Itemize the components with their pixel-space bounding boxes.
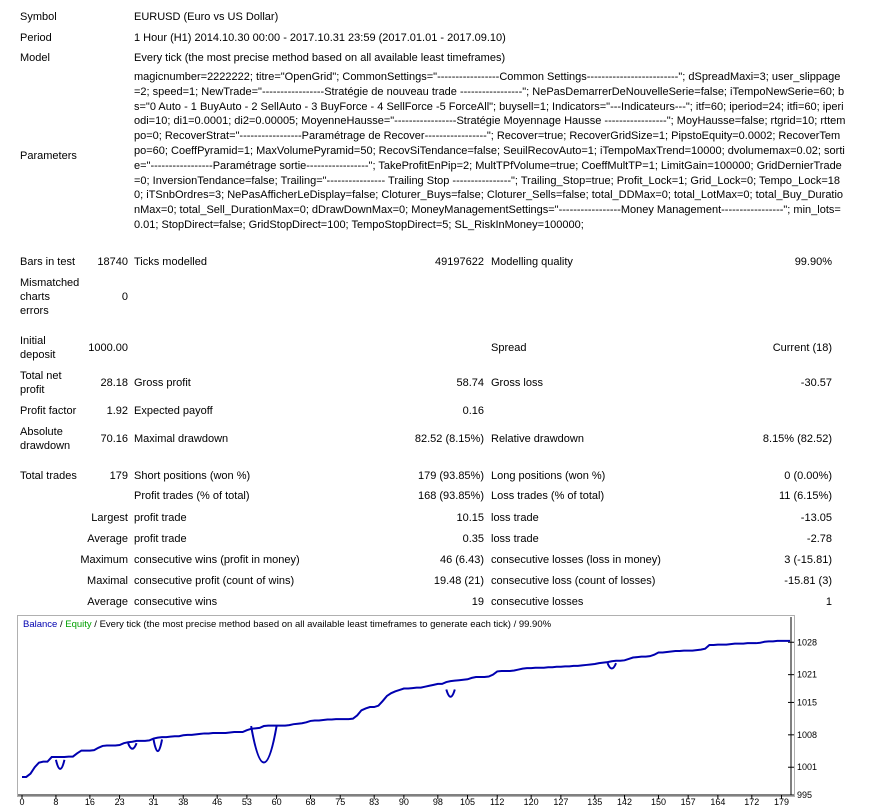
- short-positions-label: Short positions (won %): [134, 470, 251, 482]
- balance-dip: [154, 739, 162, 751]
- avg-cons-wins-label: consecutive wins: [134, 596, 218, 608]
- largest-label: Largest: [91, 512, 128, 524]
- maximal-label: Maximal: [87, 575, 128, 587]
- x-tick-label: 120: [523, 797, 539, 807]
- average-loss-trade-value: -2.78: [806, 533, 832, 545]
- x-tick-label: 179: [773, 797, 790, 807]
- maximum-label: Maximum: [80, 554, 128, 566]
- relative-drawdown-value: 8.15% (82.52): [762, 433, 832, 445]
- x-tick-label: 68: [305, 797, 316, 807]
- x-tick-label: 8: [53, 797, 59, 807]
- maximal-drawdown-value: 82.52 (8.15%): [414, 433, 484, 445]
- legend-equity: Equity: [65, 619, 92, 630]
- average-profit-trade-value: 0.35: [462, 533, 484, 545]
- bars-in-test-label: Bars in test: [20, 256, 76, 268]
- x-tick-label: 164: [710, 797, 726, 807]
- y-tick-label: 1021: [797, 669, 818, 680]
- largest-profit-trade-label: profit trade: [134, 512, 187, 524]
- y-tick-label: 1001: [797, 762, 818, 773]
- absolute-drawdown-value: 70.16: [100, 433, 128, 445]
- average-loss-trade-label: loss trade: [491, 533, 539, 545]
- mismatched-label-1: Mismatched: [20, 277, 80, 289]
- largest-profit-trade-value: 10.15: [456, 512, 484, 524]
- y-tick-label: 995: [797, 790, 813, 800]
- avg-cons-losses-value: 1: [825, 596, 832, 608]
- balance-dip: [251, 726, 276, 762]
- x-tick-label: 98: [432, 797, 443, 807]
- maximal-cons-profit-label: consecutive profit (count of wins): [134, 575, 295, 587]
- gross-loss-label: Gross loss: [491, 377, 543, 389]
- expected-payoff-label: Expected payoff: [134, 405, 213, 417]
- maximal-cons-loss-label: consecutive loss (count of losses): [491, 575, 656, 587]
- long-positions-value: 0 (0.00%): [784, 470, 832, 482]
- mismatched-value: 0: [121, 291, 128, 303]
- x-tick-label: 23: [114, 797, 125, 807]
- x-tick-label: 172: [744, 797, 760, 807]
- avg-cons-wins-value: 19: [471, 596, 484, 608]
- x-tick-label: 31: [148, 797, 159, 807]
- total-net-profit-value: 28.18: [100, 377, 128, 389]
- average-cons-label: Average: [87, 596, 128, 608]
- max-cons-losses-label: consecutive losses (loss in money): [491, 554, 661, 566]
- legend-description: / Every tick (the most precise method based on all available least timeframes to generate each tick) / 99.90%: [91, 619, 552, 630]
- spread-value: Current (18): [772, 342, 832, 354]
- balance-dip: [128, 743, 136, 749]
- ticks-modelled-label: Ticks modelled: [134, 256, 207, 268]
- profit-factor-label: Profit factor: [20, 405, 77, 417]
- mismatched-label-2: charts: [20, 291, 50, 303]
- max-cons-wins-value: 46 (6.43): [439, 554, 484, 566]
- modelling-quality-value: 99.90%: [794, 256, 832, 268]
- x-tick-label: 75: [335, 797, 346, 807]
- chart-legend: [23, 619, 551, 630]
- balance-dip: [608, 663, 616, 668]
- period-label: Period: [20, 32, 52, 44]
- absolute-drawdown-label-1: Absolute: [20, 426, 63, 438]
- x-tick-label: 150: [650, 797, 666, 807]
- balance-dip: [56, 760, 64, 769]
- x-tick-label: 46: [212, 797, 223, 807]
- y-tick-label: 1015: [797, 697, 818, 708]
- x-tick-label: 112: [490, 797, 505, 807]
- absolute-drawdown-label-2: drawdown: [20, 440, 71, 452]
- max-cons-wins-label: consecutive wins (profit in money): [134, 554, 300, 566]
- period-value: 1 Hour (H1) 2014.10.30 00:00 - 2017.10.31 23:59 (2017.01.01 - 2017.09.10): [134, 32, 506, 44]
- initial-deposit-value: 1000.00: [88, 342, 128, 354]
- x-tick-label: 135: [587, 797, 603, 807]
- bars-in-test-value: 18740: [97, 256, 128, 268]
- x-tick-label: 53: [241, 797, 252, 807]
- modelling-quality-label: Modelling quality: [491, 256, 573, 268]
- gross-profit-label: Gross profit: [134, 377, 191, 389]
- mismatched-label-3: errors: [20, 305, 49, 317]
- ticks-modelled-value: 49197622: [435, 256, 484, 268]
- maximal-drawdown-label: Maximal drawdown: [134, 433, 229, 445]
- average-profit-trade-label: profit trade: [134, 533, 187, 545]
- profit-trades-value: 168 (93.85%): [417, 490, 484, 502]
- gross-profit-value: 58.74: [456, 377, 484, 389]
- long-positions-label: Long positions (won %): [491, 470, 606, 482]
- profit-trades-label: Profit trades (% of total): [134, 490, 250, 502]
- total-trades-label: Total trades: [20, 470, 77, 482]
- maximal-cons-loss-value: -15.81 (3): [784, 575, 832, 587]
- model-label: Model: [20, 52, 50, 64]
- model-value: Every tick (the most precise method based on all available least timeframes): [134, 52, 506, 64]
- x-tick-label: 142: [617, 797, 633, 807]
- x-tick-label: 157: [680, 797, 696, 807]
- maximal-cons-profit-value: 19.48 (21): [433, 575, 484, 587]
- total-net-profit-label-1: Total net: [20, 370, 62, 382]
- initial-deposit-label-2: deposit: [20, 349, 56, 361]
- total-trades-value: 179: [109, 470, 128, 482]
- balance-dip: [446, 689, 454, 696]
- symbol-label: Symbol: [20, 11, 57, 23]
- x-tick-label: 16: [84, 797, 95, 807]
- x-tick-label: 0: [19, 797, 25, 807]
- x-tick-label: 105: [460, 797, 476, 807]
- max-cons-losses-value: 3 (-15.81): [784, 554, 832, 566]
- parameters-label: Parameters: [20, 150, 77, 162]
- avg-cons-losses-label: consecutive losses: [491, 596, 584, 608]
- x-tick-label: 90: [398, 797, 409, 807]
- initial-deposit-label-1: Initial: [20, 335, 46, 347]
- total-net-profit-label-2: profit: [20, 384, 45, 396]
- loss-trades-label: Loss trades (% of total): [491, 490, 605, 502]
- relative-drawdown-label: Relative drawdown: [491, 433, 584, 445]
- gross-loss-value: -30.57: [800, 377, 832, 389]
- parameters-value: magicnumber=2222222; titre="OpenGrid"; CommonSettings="-----------------Common Settings-------------------------"; dSpreadMaxi=3; user_slippage=2; speed=1; NewTrade="-----------------Stratégie de nouveau trade -----------------"; NePasDemarrerDeNouvelleSerie=false; iTempoNewSerie=60; bs="0 Auto - 1 BuyAuto - 2 SellAuto - 3 BuyForce - 4 SellForce -5 ForceAll"; buysell=1; Indicators="---Indicateurs---"; itf=60; iperiod=24; itfi=60; iperiodi=10; di1=0.0001; di2=0.00005; MoyenneHausse="-----------------Stratégie Moyennage Hausse -----------------"; MoyHausse=false; rtgrid=10; rttempo=0; RecoverStrat="-----------------Paramétrage de Recover-----------------"; Recover=true; RecoverGridSize=1; PipstoEquity=0.0002; RecoverTempo=60; CoeffPyramid=1; MaxVolumePyramid=50; RecovSiTendance=false; SeuilRecovAuto=1; iTempoMaxTrend=10000; dvolumemax=0.02; sortie="-----------------Paramétrage sortie-----------------"; TakeProfitEnPip=2; MultTPfVolume=true; CoeffMultTP=1; LimitGain=100000; GridDernierTrade=0; InversionTendance=false; Trailing="---------------- Trailing Stop ----------------"; Trailing_Stop=true; Profit_Lock=1; Grid_Lock=0; Tempo_Lock=180; iTSnbOrdres=3; NePasAfficherLeDisplay=false; Cloturer_Buys=false; Cloturer_Sells=false; total_DDMax=0; total_LotMax=0; total_Buy_DurationMax=0; total_Sell_DurationMax=0; dDrawDownMax=0; MoneyManagementSettings="-----------------Money Management-----------------"; min_lots=0.01; StopDirect=false; GridStopDirect=100; TempoStopDirect=5; SL_RiskInMoney=100000;: [134, 71, 846, 231]
- x-tick-label: 127: [553, 797, 569, 807]
- y-tick-label: 1008: [797, 729, 818, 740]
- spread-label: Spread: [491, 342, 527, 354]
- y-tick-label: 1028: [797, 637, 818, 648]
- loss-trades-value: 11 (6.15%): [779, 490, 832, 502]
- largest-loss-trade-label: loss trade: [491, 512, 539, 524]
- largest-loss-trade-value: -13.05: [800, 512, 832, 524]
- x-tick-label: 83: [369, 797, 380, 807]
- x-tick-label: 38: [178, 797, 189, 807]
- average-label: Average: [87, 533, 128, 545]
- x-tick-label: 60: [271, 797, 282, 807]
- legend-balance: Balance: [23, 619, 58, 630]
- profit-factor-value: 1.92: [106, 405, 128, 417]
- legend-separator: /: [57, 619, 66, 630]
- balance-line: [22, 641, 790, 777]
- symbol-value: EURUSD (Euro vs US Dollar): [134, 11, 279, 23]
- short-positions-value: 179 (93.85%): [417, 470, 484, 482]
- expected-payoff-value: 0.16: [462, 405, 484, 417]
